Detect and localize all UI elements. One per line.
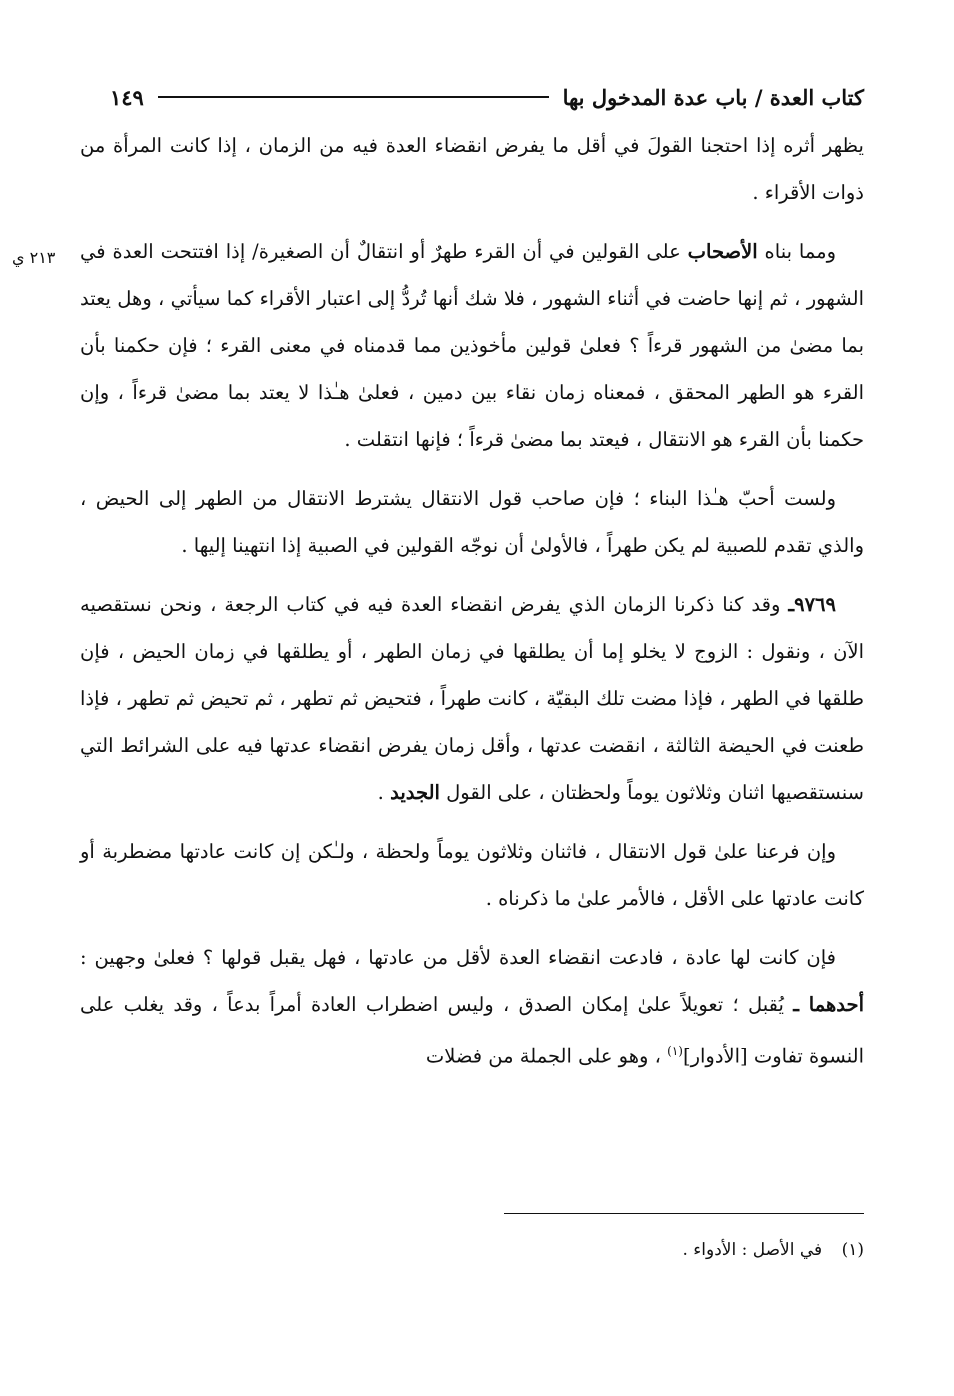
paragraph-6-text-b: يُقبل ؛ تعويلاً علىٰ إمكان الصدق ، وليس اضطراب العادة أمراً بدعاً ، وقد يغلب على النسوة تفاوت [الأدوار] (80, 993, 864, 1068)
paragraph-6-bold-term: أحدهما ـ (793, 993, 864, 1016)
main-text (80, 122, 864, 1080)
paragraph-3-text: ولست أحبّ هـٰذا البناء ؛ فإن صاحب قول الانتقال يشترط الانتقال من الطهر إلى الحيض ، والذي تقدم للصبية لم يكن طهراً ، فالأولىٰ أن نوجّه القولين في الصبية إذا انتهينا إليها . (80, 487, 864, 557)
paragraph-2-text-a: ومما بناه (764, 240, 836, 263)
paragraph-1 (80, 122, 864, 216)
paragraph-6 (80, 934, 864, 1080)
paragraph-1-text: يظهر أثره إذا احتجنا القولَ في أقل ما يفرض انقضاء العدة فيه من الزمان ، إذا كانت المرأة من ذوات الأقراء . (80, 134, 864, 204)
paragraph-4-text-a: وقد كنا ذكرنا الزمان الذي يفرض انقضاء العدة فيه في كتاب الرجعة ، ونحن نستقصيه الآن ، ونقول : الزوج لا يخلو إما أن يطلقها في زمان الطهر ، أو يطلقها في زمان الحيض ، فإن طلقها في الطهر ، فإذا مضت تلك البقيّة ، كانت طهراً ، فتحيض ثم تطهر ، ثم تحيض ثم تطهر ، فإذا طعنت في الحيضة الثالثة ، انقضت عدتها ، وأقل زمان يفرض انقضاء عدتها فيه على الشرائط التي سنستقصيها اثنان وثلاثون يوماً ولحظتان ، على القول (80, 593, 864, 804)
paragraph-6-text-c: ، وهو على الجملة من فضلات (425, 1044, 661, 1068)
paragraph-6-text-a: فإن كانت لها عادة ، فادعت انقضاء العدة لأقل من عادتها ، فهل يقبل قولها ؟ فعلىٰ وجهين : (80, 946, 836, 969)
paragraph-2 (80, 228, 864, 463)
paragraph-5 (80, 828, 864, 922)
issue-number: ٩٧٦٩ـ (788, 593, 837, 616)
paragraph-4 (80, 581, 864, 816)
paragraph-3 (80, 475, 864, 569)
header-rule (158, 96, 549, 98)
footnote-number: (١) (841, 1240, 864, 1260)
page-header (80, 80, 864, 114)
footnote-reference[interactable]: (١) (667, 1044, 683, 1058)
paragraph-2-text-b: على القولين في أن القرء طهرٌ أو انتقالٌ أن الصغيرة/ إذا افتتحت العدة في الشهور ، ثم إنها حاضت في أثناء الشهور ، فلا شك أنها تُردُّ إلى اعتبار الأقراء كما سيأتي ، وهل يعتد بما مضىٰ من الشهور قرءاً ؟ فعلىٰ قولين مأخوذين مما قدمناه في معنى القرء ؛ فإن حكمنا بأن القرء هو الطهر المحقق ، فمعناه زمان نقاء بين دمين ، فعلىٰ هـٰذا لا يعتد بما مضىٰ قرءاً ، وإن حكمنا بأن القرء هو الانتقال ، فيعتد بما مضىٰ قرءاً ؛ فإنها انتقلت . (80, 240, 864, 451)
paragraph-5-text: وإن فرعنا علىٰ قول الانتقال ، فاثنان وثلاثون يوماً ولحظة ، ولـٰكن إن كانت عادتها مضطربة أو كانت عادتها على الأقل ، فالأمر علىٰ ما ذكرناه . (80, 840, 864, 910)
paragraph-2-bold-term: الأصحاب (687, 240, 758, 263)
paragraph-4-end: . (377, 781, 384, 804)
page-number: ١٤٩ (110, 84, 144, 110)
running-title: كتاب العدة / باب عدة المدخول بها (562, 84, 864, 110)
footnote-text: في الأصل : الأدواء . (682, 1240, 823, 1260)
footnote-rule (504, 1213, 864, 1214)
footnote (80, 1235, 864, 1265)
paragraph-4-bold-term: الجديد (390, 781, 440, 804)
margin-manuscript-note: ٢١٣ ي (12, 248, 56, 267)
